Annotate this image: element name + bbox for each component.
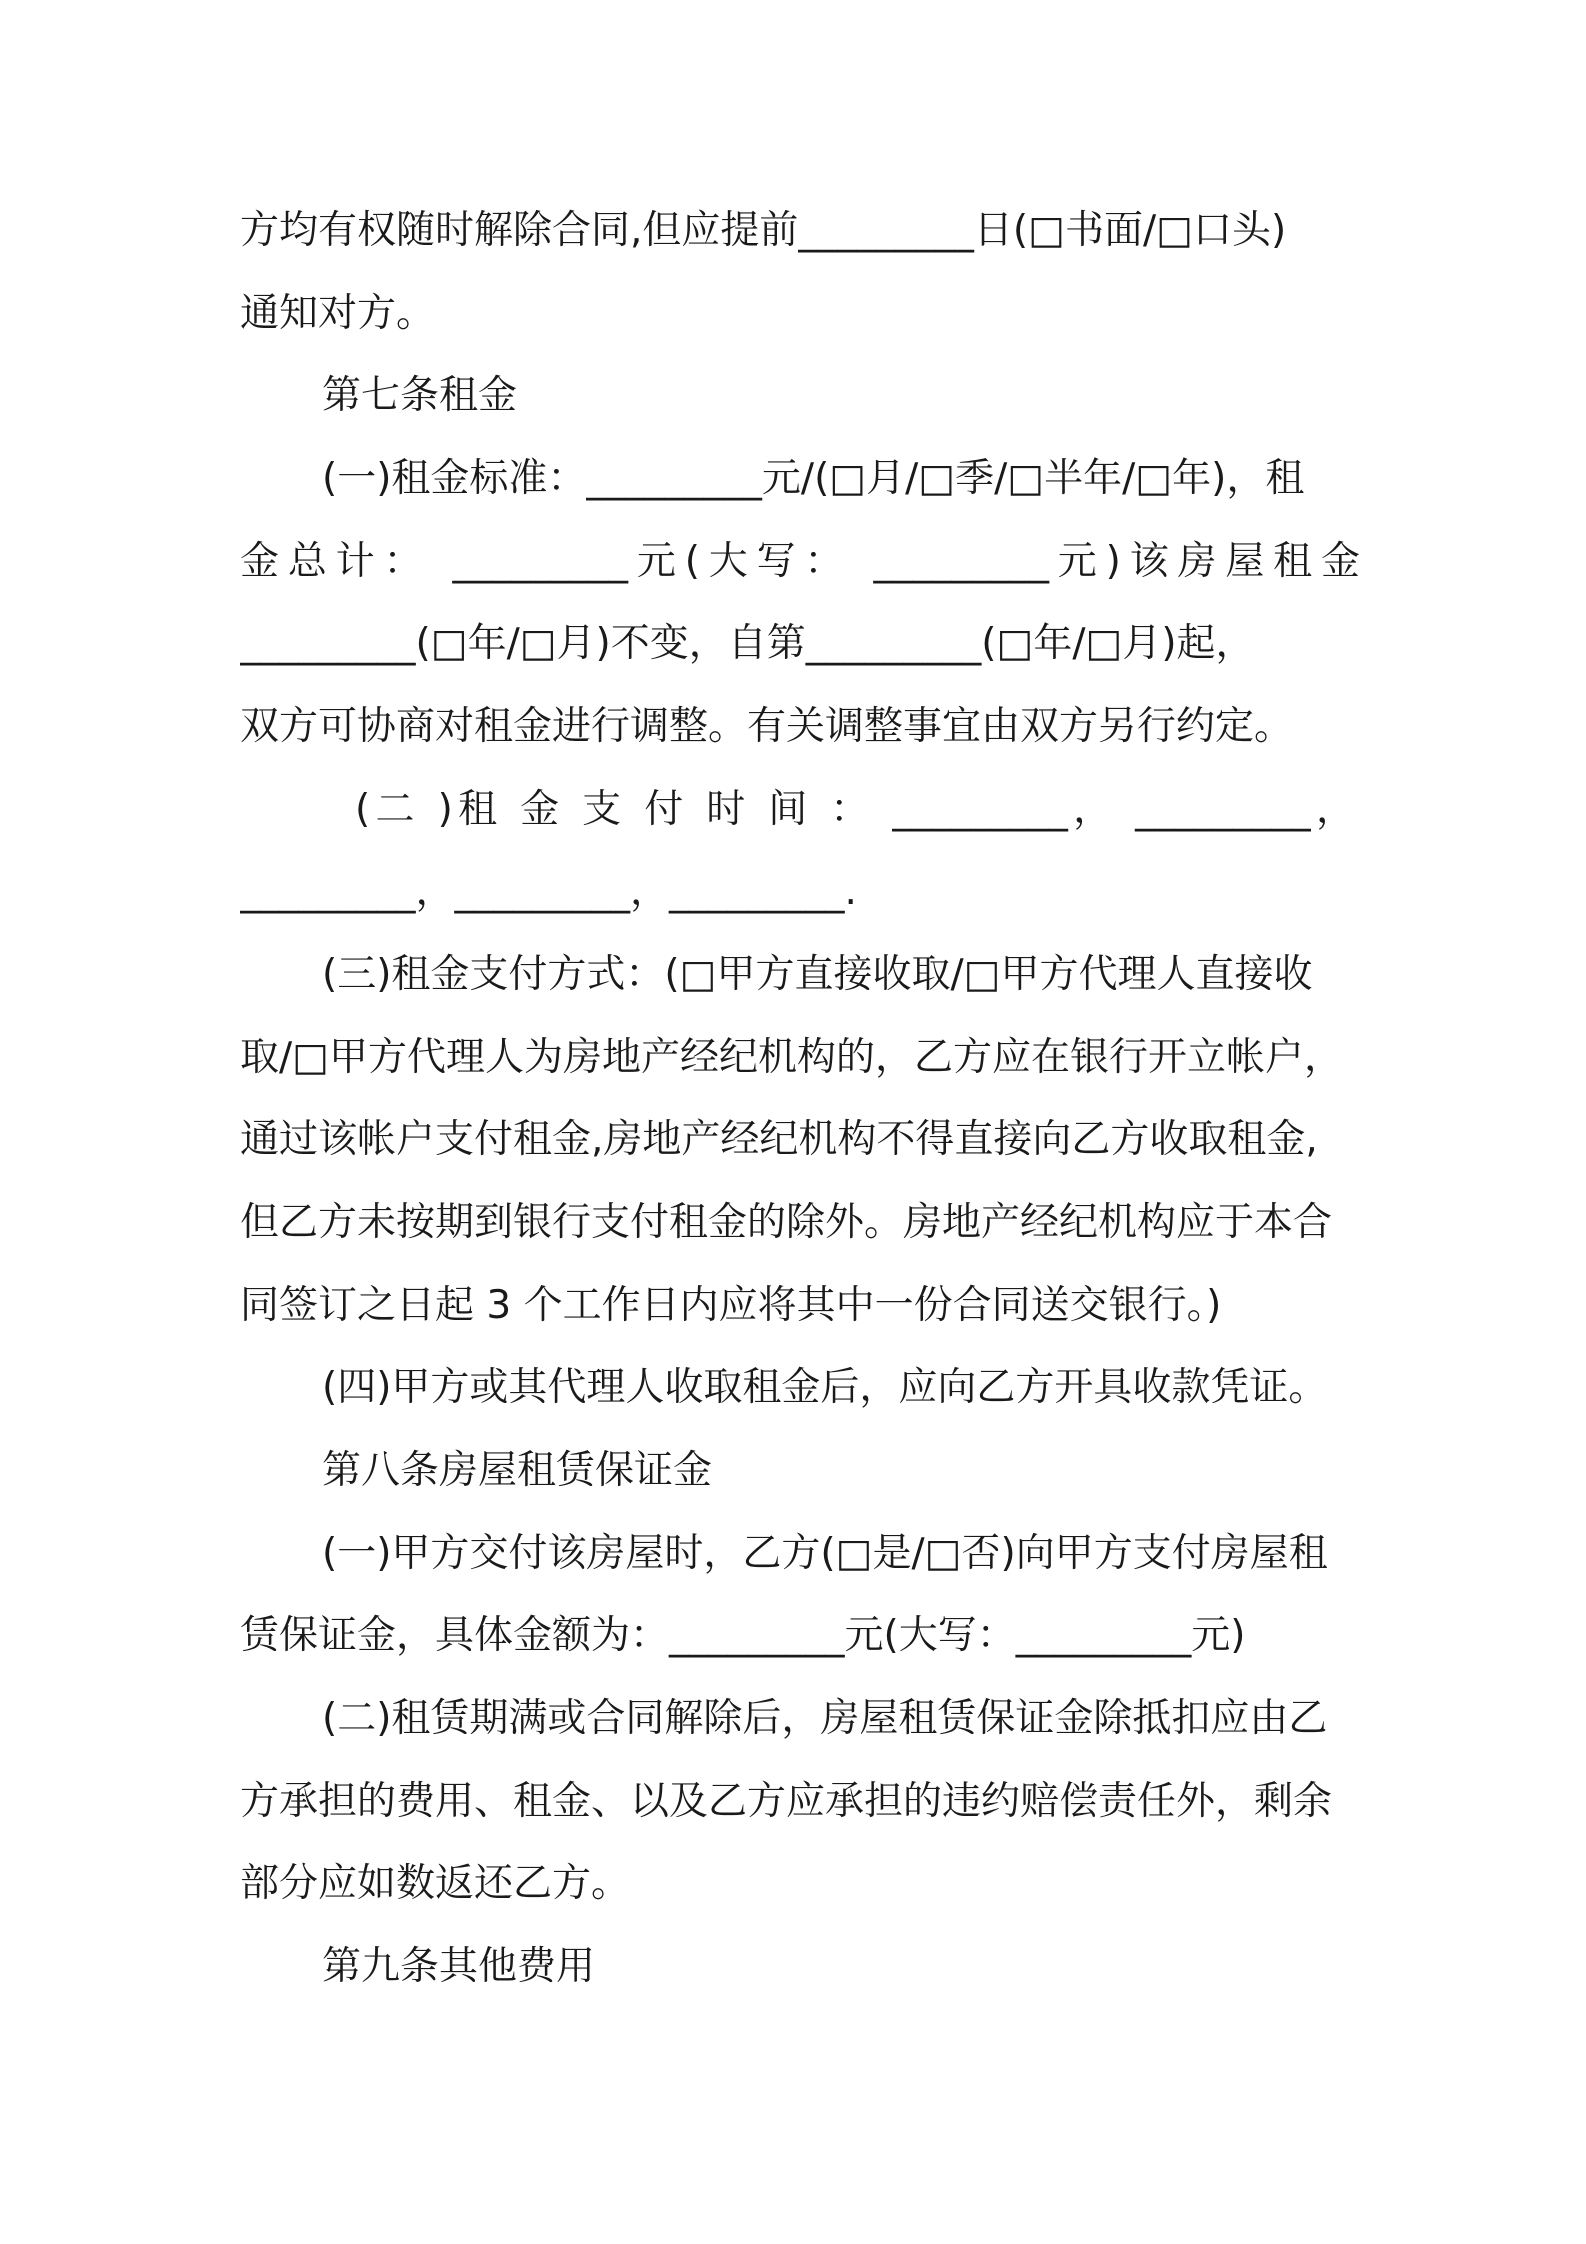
text-line: 通知对方。 [240,291,436,336]
text-line: (四)甲方或其代理人收取租金后，应向乙方开具收款凭证。 [322,1365,1328,1410]
text-line: 同签订之日起 3 个工作日内应将其中一份合同送交银行。) [240,1283,1222,1328]
text-line: (三)租金支付方式：(□甲方直接收取/□甲方代理人直接收 [322,952,1313,997]
text-line: _________，_________，_________. [240,869,857,914]
text-line: _________(□年/□月)不变，自第_________(□年/□月)起， [240,621,1255,666]
section-heading: 第八条房屋租赁保证金 [322,1448,713,1493]
text-line: 但乙方未按期到银行支付租金的除外。房地产经纪机构应于本合 [240,1200,1333,1245]
text-line: 方均有权随时解除合同,但应提前_________日(□书面/□口头) [240,208,1287,253]
text-line: (二)租赁期满或合同解除后，房屋租赁保证金除抵扣应由乙 [322,1696,1328,1741]
text-line: 金总计： _________元(大写： _________元)该房屋租金 [240,539,1360,584]
text-line: 部分应如数返还乙方。 [240,1861,631,1906]
section-heading: 第九条其他费用 [322,1944,596,1989]
text-line: 赁保证金，具体金额为：_________元(大写：_________元) [240,1613,1246,1658]
text-line: 方承担的费用、租金、以及乙方应承担的违约赔偿责任外，剩余 [240,1779,1333,1824]
section-heading: 第七条租金 [322,373,518,418]
text-line: (一)租金标准：_________元/(□月/□季/□半年/□年)，租 [322,456,1305,501]
text-line: 双方可协商对租金进行调整。有关调整事宜由双方另行约定。 [240,704,1294,749]
text-line: (一)甲方交付该房屋时，乙方(□是/□否)向甲方支付房屋租 [322,1531,1328,1576]
text-line: 通过该帐户支付租金,房地产经纪机构不得直接向乙方收取租金, [240,1117,1318,1162]
text-line: (二 )租 金 支 付 时 间 ： _________， _________， [355,787,1355,832]
text-line: 取/□甲方代理人为房地产经纪机构的，乙方应在银行开立帐户， [240,1035,1343,1080]
